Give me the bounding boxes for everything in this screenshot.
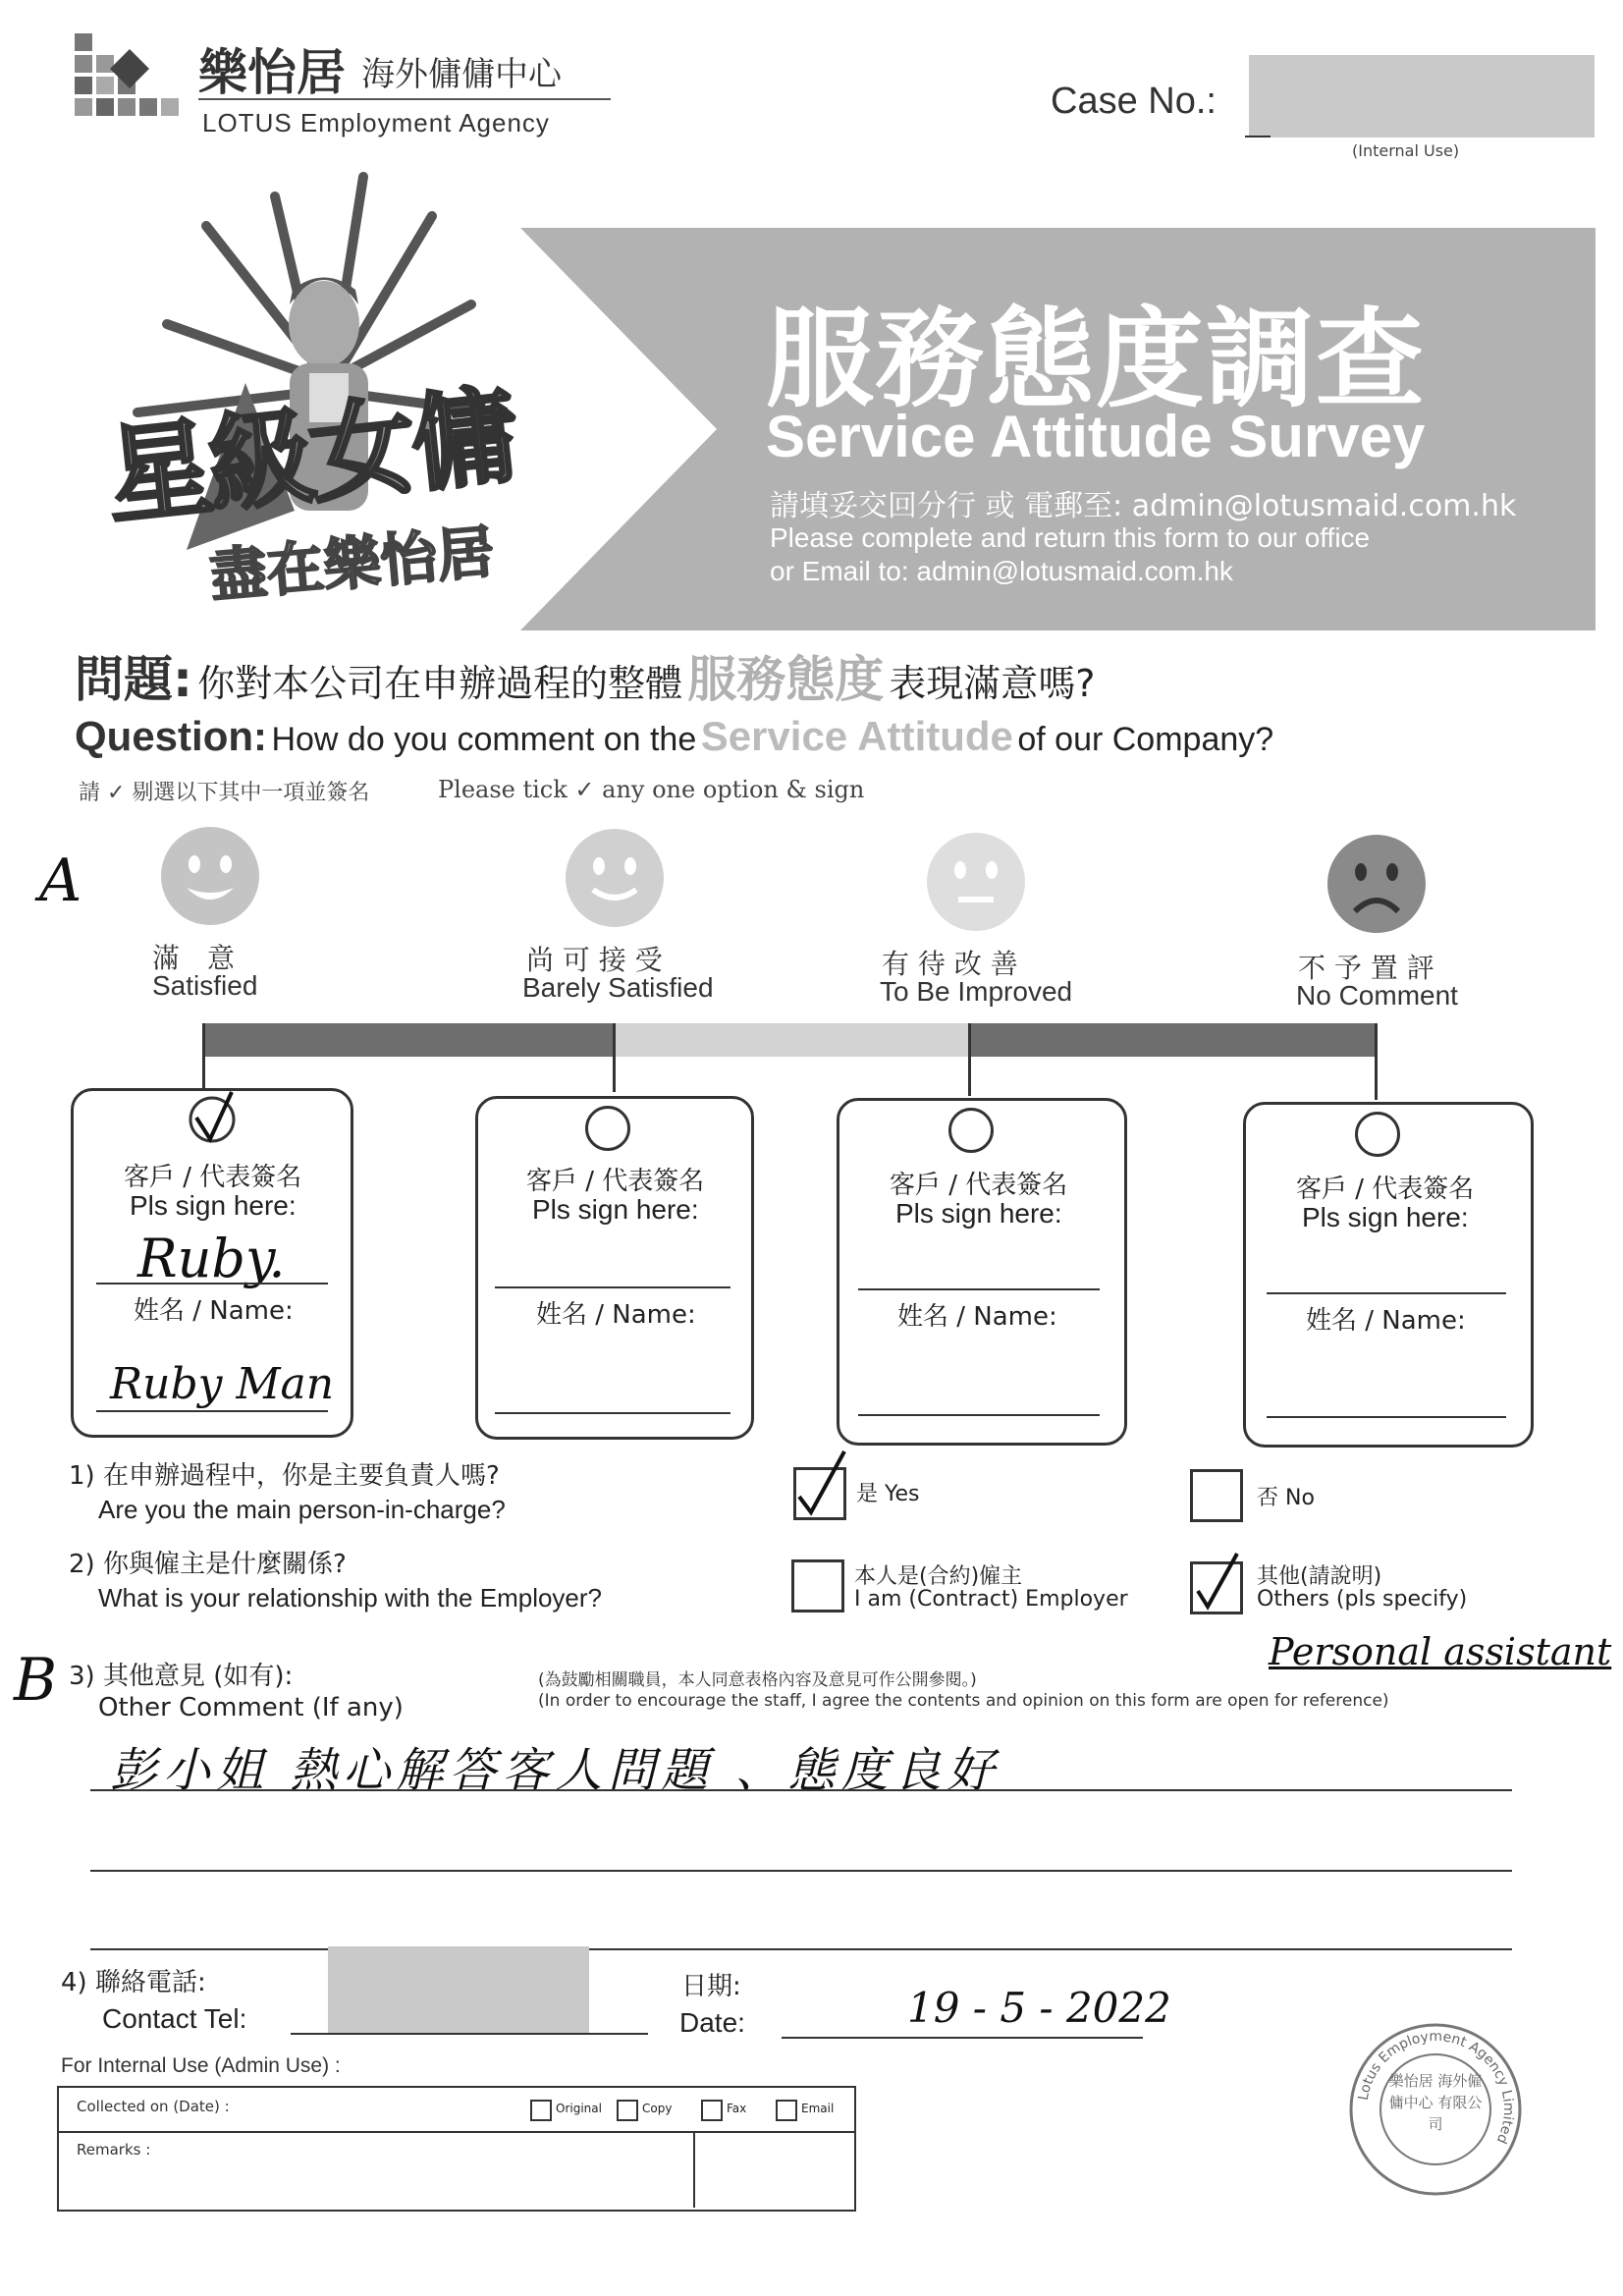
q3-comment[interactable]: 彭小姐 熱心解答客人問題 、態度良好 — [110, 1743, 1001, 1798]
banner-line2: Please complete and return this form to our office — [770, 522, 1371, 553]
card-2-circle[interactable] — [585, 1106, 630, 1151]
case-number-field[interactable] — [1249, 55, 1595, 137]
q2-opt2-en: Others (pls specify) — [1257, 1587, 1468, 1612]
connector-bar-1 — [204, 1023, 615, 1057]
internal-email-label: Email — [801, 2102, 835, 2115]
question-cn-text-b: 表現滿意嗎? — [889, 662, 1096, 705]
banner-title-cn: 服務態度調查 — [766, 297, 1426, 422]
q1-cn: 1) 在申辦過程中，你是主要負責人嗎? — [69, 1461, 500, 1491]
question-en-text-b: of our Company? — [1017, 721, 1274, 758]
date-en: Date: — [679, 2007, 745, 2038]
q1-no-checkbox[interactable] — [1190, 1469, 1243, 1522]
face-barely-satisfied-icon — [564, 827, 666, 929]
banner-line1: 請填妥交回分行 或 電郵至: admin@lotusmaid.com.hk — [770, 489, 1517, 523]
card-3-circle[interactable] — [948, 1108, 994, 1153]
option-4-cn: 不 予 置 評 — [1298, 952, 1434, 984]
face-to-be-improved-icon — [925, 831, 1027, 933]
card-3-name-label: 姓名 / Name: — [897, 1302, 1057, 1332]
logo — [71, 29, 621, 147]
card-2-sign-en: Pls sign here: — [532, 1194, 699, 1225]
margin-mark-a: A — [39, 847, 82, 915]
internal-original-label: Original — [556, 2102, 602, 2115]
svg-text:Lotus Employment Agency Limite: Lotus Employment Agency Limited — [1355, 2028, 1517, 2147]
q3-en: Other Comment (If any) — [98, 1693, 404, 1722]
logo-cn-sub: 海外傭傭中心 — [361, 55, 562, 94]
connector-bar-2 — [615, 1023, 970, 1057]
question-en-highlight: Service Attitude — [700, 713, 1013, 759]
slogan-sub: 盡在樂怡居 — [207, 518, 497, 610]
contact-tel-field[interactable] — [328, 1946, 589, 2035]
satisfied-tick-icon — [183, 1088, 242, 1147]
option-3-cn: 有 待 改 善 — [882, 948, 1018, 980]
q2-opt1-en: I am (Contract) Employer — [854, 1587, 1128, 1612]
q4-cn: 4) 聯絡電話: — [61, 1968, 206, 1997]
question-cn-highlight: 服務態度 — [687, 651, 885, 708]
date-cn: 日期: — [681, 1972, 741, 2001]
q4-en: Contact Tel: — [102, 2003, 247, 2034]
internal-email-checkbox[interactable] — [776, 2100, 797, 2121]
option-2-cn: 尚 可 接 受 — [526, 944, 663, 976]
q3-cn: 3) 其他意見 (如有): — [69, 1662, 294, 1691]
logo-mark-icon — [71, 29, 189, 139]
card-3-sign-cn: 客戶 / 代表簽名 — [890, 1171, 1068, 1200]
card-4-sign-cn: 客戶 / 代表簽名 — [1296, 1175, 1475, 1204]
card-4-sign-en: Pls sign here: — [1302, 1202, 1469, 1232]
face-satisfied-icon — [159, 825, 261, 927]
question-en — [75, 713, 1273, 760]
q1-yes-label: 是 Yes — [856, 1482, 920, 1506]
internal-title: For Internal Use (Admin Use) : — [61, 2054, 341, 2077]
card-1-sign-en: Pls sign here: — [130, 1190, 297, 1221]
card-3-sign-en: Pls sign here: — [895, 1198, 1062, 1229]
q2-en: What is your relationship with the Employer? — [98, 1583, 603, 1613]
internal-copy-checkbox[interactable] — [617, 2100, 638, 2121]
card-1-name-value: Ruby Man — [110, 1359, 335, 1409]
card-4-name-label: 姓名 / Name: — [1306, 1306, 1466, 1336]
card-1-sign-cn: 客戶 / 代表簽名 — [124, 1163, 302, 1192]
face-no-comment-icon — [1325, 833, 1428, 935]
option-1-cn: 滿 意 — [152, 942, 236, 974]
banner-line3: or Email to: admin@lotusmaid.com.hk — [770, 556, 1233, 586]
q1-no-label: 否 No — [1257, 1486, 1315, 1510]
question-en-text-a: How do you comment on the — [271, 721, 697, 758]
card-1-name-label: 姓名 / Name: — [134, 1296, 294, 1326]
margin-mark-b: B — [14, 1646, 58, 1715]
logo-en: LOTUS Employment Agency — [202, 108, 550, 137]
stamp-center-text: 樂怡居 海外僱傭中心 有限公司 — [1388, 2072, 1483, 2133]
question-en-label: Question: — [75, 713, 267, 759]
option-3-en: To Be Improved — [880, 976, 1073, 1007]
question-cn-label: 問題: — [75, 651, 192, 708]
q2-opt2-cn: 其他(請說明) — [1257, 1564, 1382, 1589]
option-2-en: Barely Satisfied — [522, 972, 714, 1003]
q1-en: Are you the main person-in-charge? — [98, 1495, 506, 1524]
internal-original-checkbox[interactable] — [530, 2100, 552, 2121]
internal-collected: Collected on (Date) : — [77, 2098, 230, 2115]
card-1-signature: Ruby. — [137, 1228, 286, 1289]
card-2-name-label: 姓名 / Name: — [536, 1300, 696, 1330]
q2-others-tick-icon — [1190, 1548, 1245, 1613]
internal-remarks: Remarks : — [77, 2141, 151, 2159]
card-2-sign-cn: 客戶 / 代表簽名 — [526, 1167, 705, 1196]
slogan-main: 星級女傭 — [100, 374, 520, 540]
q2-opt1-cn: 本人是(合約)僱主 — [854, 1564, 1023, 1589]
case-label: Case No.: — [1051, 81, 1217, 122]
q3-note-en: (In order to encourage the staff, I agree the contents and opinion on this form are open for reference) — [538, 1691, 1389, 1711]
internal-fax-checkbox[interactable] — [701, 2100, 723, 2121]
option-1-en: Satisfied — [152, 970, 258, 1001]
internal-copy-label: Copy — [642, 2102, 673, 2115]
logo-cn: 樂怡居 — [198, 44, 346, 101]
question-cn-text-a: 你對本公司在申辦過程的整體 — [197, 662, 683, 705]
instruction-en: Please tick ✓ any one option & sign — [438, 776, 865, 803]
date-value[interactable]: 19 - 5 - 2022 — [907, 1984, 1171, 2032]
case-note: (Internal Use) — [1352, 141, 1460, 160]
q2-specify-value: Personal assistant — [1269, 1630, 1612, 1673]
q2-cn: 2) 你與僱主是什麼關係? — [69, 1550, 347, 1579]
connector-bar-3 — [970, 1023, 1377, 1057]
banner-title-en: Service Attitude Survey — [766, 404, 1426, 469]
slogan — [98, 374, 550, 610]
internal-fax-label: Fax — [727, 2102, 747, 2115]
q3-note-cn: (為鼓勵相關職員，本人同意表格內容及意見可作公開參閱。) — [538, 1670, 977, 1690]
q1-yes-tick-icon — [793, 1448, 848, 1516]
q3-line-1 — [90, 1789, 1512, 1791]
question-cn — [75, 640, 1095, 711]
q2-employer-checkbox[interactable] — [791, 1559, 844, 1613]
option-4-en: No Comment — [1296, 980, 1458, 1011]
q3-line-3 — [90, 1948, 1512, 1950]
q3-line-2 — [90, 1870, 1512, 1872]
instruction-cn: 請 ✓ 剔選以下其中一項並簽名 — [79, 781, 370, 805]
card-4-circle[interactable] — [1355, 1112, 1400, 1157]
